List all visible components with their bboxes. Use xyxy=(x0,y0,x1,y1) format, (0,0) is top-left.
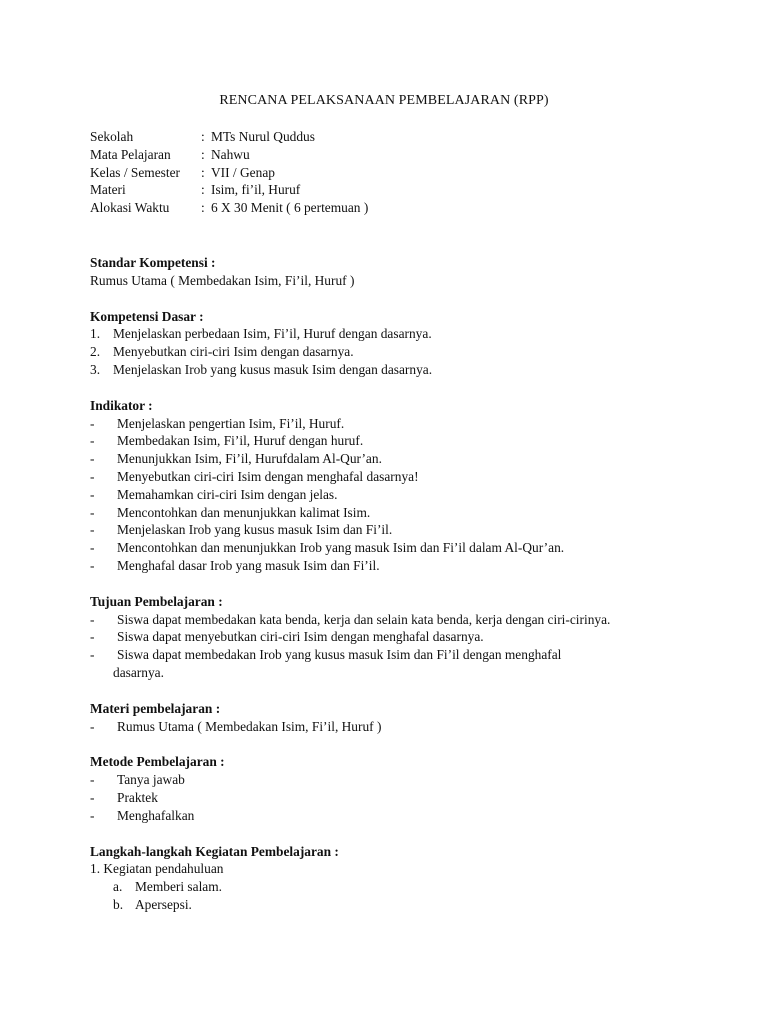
bullet-item xyxy=(90,450,690,468)
info-colon: : xyxy=(201,182,205,198)
info-colon: : xyxy=(201,164,205,180)
bullet-item xyxy=(90,628,690,646)
info-label: Mata Pelajaran xyxy=(90,146,171,162)
dash-marker: - xyxy=(90,522,95,538)
info-value: MTs Nurul Quddus xyxy=(211,129,315,144)
numbered-item xyxy=(90,361,690,379)
item-text: Siswa dapat membedakan Irob yang kusus masuk Isim dan Fi’il dengan menghafal xyxy=(117,647,562,663)
info-label: Materi xyxy=(90,182,126,198)
sub-item-text: Apersepsi. xyxy=(135,896,192,912)
info-value: Nahwu xyxy=(211,146,250,162)
item-text: Menunjukkan Isim, Fi’il, Hurufdalam Al-Qur’an. xyxy=(117,451,382,467)
section-kompetensi-dasar xyxy=(90,308,690,379)
dash-marker: - xyxy=(90,807,95,823)
dash-marker: - xyxy=(90,611,95,627)
item-text: Menghafalkan xyxy=(117,807,195,823)
dash-marker: - xyxy=(90,540,95,556)
sub-item xyxy=(90,878,690,896)
section-heading: Kompetensi Dasar : xyxy=(90,308,204,324)
bullet-item xyxy=(90,789,690,807)
info-value: Isim, fi’il, Huruf xyxy=(211,182,301,198)
info-colon: : xyxy=(201,200,205,216)
bullet-item xyxy=(90,611,690,629)
sub-item-marker: b. xyxy=(113,896,124,912)
dash-marker: - xyxy=(90,557,95,573)
dash-marker: - xyxy=(90,486,95,502)
info-value: VII / Genap xyxy=(211,164,275,180)
info-value: 6 X 30 Menit ( 6 pertemuan ) xyxy=(211,200,369,216)
item-text: Mencontohkan dan menunjukkan Irob yang masuk Isim dan Fi’il dalam Al-Qur’an. xyxy=(117,540,565,556)
dash-marker: - xyxy=(90,629,95,645)
info-row-mata-pelajaran xyxy=(90,146,368,164)
document-body xyxy=(90,254,690,932)
item-text: Rumus Utama ( Membedakan Isim, Fi’il, Huruf ) xyxy=(117,718,382,734)
dash-marker: - xyxy=(90,433,95,449)
numbered-item xyxy=(90,325,690,343)
dash-marker: - xyxy=(90,647,95,663)
dash-marker: - xyxy=(90,789,95,805)
info-row-kelas-semester xyxy=(90,164,368,182)
item-text: Siswa dapat membedakan kata benda, kerja dan selain kata benda, kerja dengan ciri-cirinya. xyxy=(117,611,611,627)
item-text: Mencontohkan dan menunjukkan kalimat Isim. xyxy=(117,504,371,520)
item-text: Menghafal dasar Irob yang masuk Isim dan Fi’il. xyxy=(117,557,380,573)
bullet-item xyxy=(90,415,690,433)
document-title: RENCANA PELAKSANAAN PEMBELAJARAN (RPP) xyxy=(219,93,549,108)
section-metode-pembelajaran xyxy=(90,753,690,824)
section-heading: Langkah-langkah Kegiatan Pembelajaran : xyxy=(90,843,339,859)
item-text: Membedakan Isim, Fi’il, Huruf dengan huruf. xyxy=(117,433,364,449)
dash-marker: - xyxy=(90,451,95,467)
info-colon: : xyxy=(201,146,205,162)
bullet-item xyxy=(90,718,690,736)
bullet-item xyxy=(90,557,690,575)
section-langkah-kegiatan xyxy=(90,843,690,914)
sub-item xyxy=(90,896,690,914)
step-label: 1. Kegiatan pendahuluan xyxy=(90,861,224,877)
sub-item-text: Memberi salam. xyxy=(135,879,223,895)
info-colon: : xyxy=(201,129,205,144)
item-text: Menjelaskan Irob yang kusus masuk Isim dan Fi’il. xyxy=(117,522,393,538)
section-materi-pembelajaran xyxy=(90,700,690,736)
info-row-materi xyxy=(90,181,368,199)
item-text: Menjelaskan perbedaan Isim, Fi’il, Huruf dengan dasarnya. xyxy=(113,326,432,342)
bullet-item xyxy=(90,468,690,486)
section-heading: Standar Kompetensi : xyxy=(90,255,216,270)
info-label: Alokasi Waktu xyxy=(90,200,170,216)
identity-table xyxy=(90,128,368,217)
bullet-item xyxy=(90,771,690,789)
bullet-item xyxy=(90,646,690,664)
item-number: 3. xyxy=(90,361,101,377)
section-tujuan-pembelajaran xyxy=(90,593,690,682)
bullet-item xyxy=(90,521,690,539)
section-heading: Metode Pembelajaran : xyxy=(90,754,225,770)
item-text: Siswa dapat menyebutkan ciri-ciri Isim dengan menghafal dasarnya. xyxy=(117,629,484,645)
item-number: 2. xyxy=(90,344,101,360)
section-heading: Indikator : xyxy=(90,397,153,413)
item-text: Menjelaskan Irob yang kusus masuk Isim dengan dasarnya. xyxy=(113,361,433,377)
info-label: Sekolah xyxy=(90,129,134,144)
section-standar-kompetensi xyxy=(90,254,690,290)
dash-marker: - xyxy=(90,415,95,431)
bullet-item xyxy=(90,807,690,825)
item-number: 1. xyxy=(90,326,101,342)
section-heading: Materi pembelajaran : xyxy=(90,700,221,716)
bullet-item xyxy=(90,432,690,450)
info-row-alokasi-waktu xyxy=(90,199,368,217)
item-text: Praktek xyxy=(117,789,158,805)
bullet-item xyxy=(90,486,690,504)
item-text: Memahamkan ciri-ciri Isim dengan jelas. xyxy=(117,486,338,502)
item-text: Menjelaskan pengertian Isim, Fi’il, Huruf. xyxy=(117,415,345,431)
sub-item-marker: a. xyxy=(113,879,123,895)
section-heading: Tujuan Pembelajaran : xyxy=(90,593,223,609)
dash-marker: - xyxy=(90,718,95,734)
bullet-item xyxy=(90,539,690,557)
dash-marker: - xyxy=(90,772,95,788)
dash-marker: - xyxy=(90,468,95,484)
item-text: Tanya jawab xyxy=(117,772,185,788)
bullet-item xyxy=(90,504,690,522)
item-text: Menyebutkan ciri-ciri Isim dengan dasarnya. xyxy=(113,344,354,360)
section-indikator xyxy=(90,397,690,575)
item-text: Menyebutkan ciri-ciri Isim dengan menghafal dasarnya! xyxy=(117,468,419,484)
info-row-sekolah xyxy=(90,128,368,146)
section-text: Rumus Utama ( Membedakan Isim, Fi’il, Huruf ) xyxy=(90,272,355,288)
numbered-item xyxy=(90,343,690,361)
dash-marker: - xyxy=(90,504,95,520)
info-label: Kelas / Semester xyxy=(90,164,180,180)
item-continuation: dasarnya. xyxy=(113,664,164,680)
